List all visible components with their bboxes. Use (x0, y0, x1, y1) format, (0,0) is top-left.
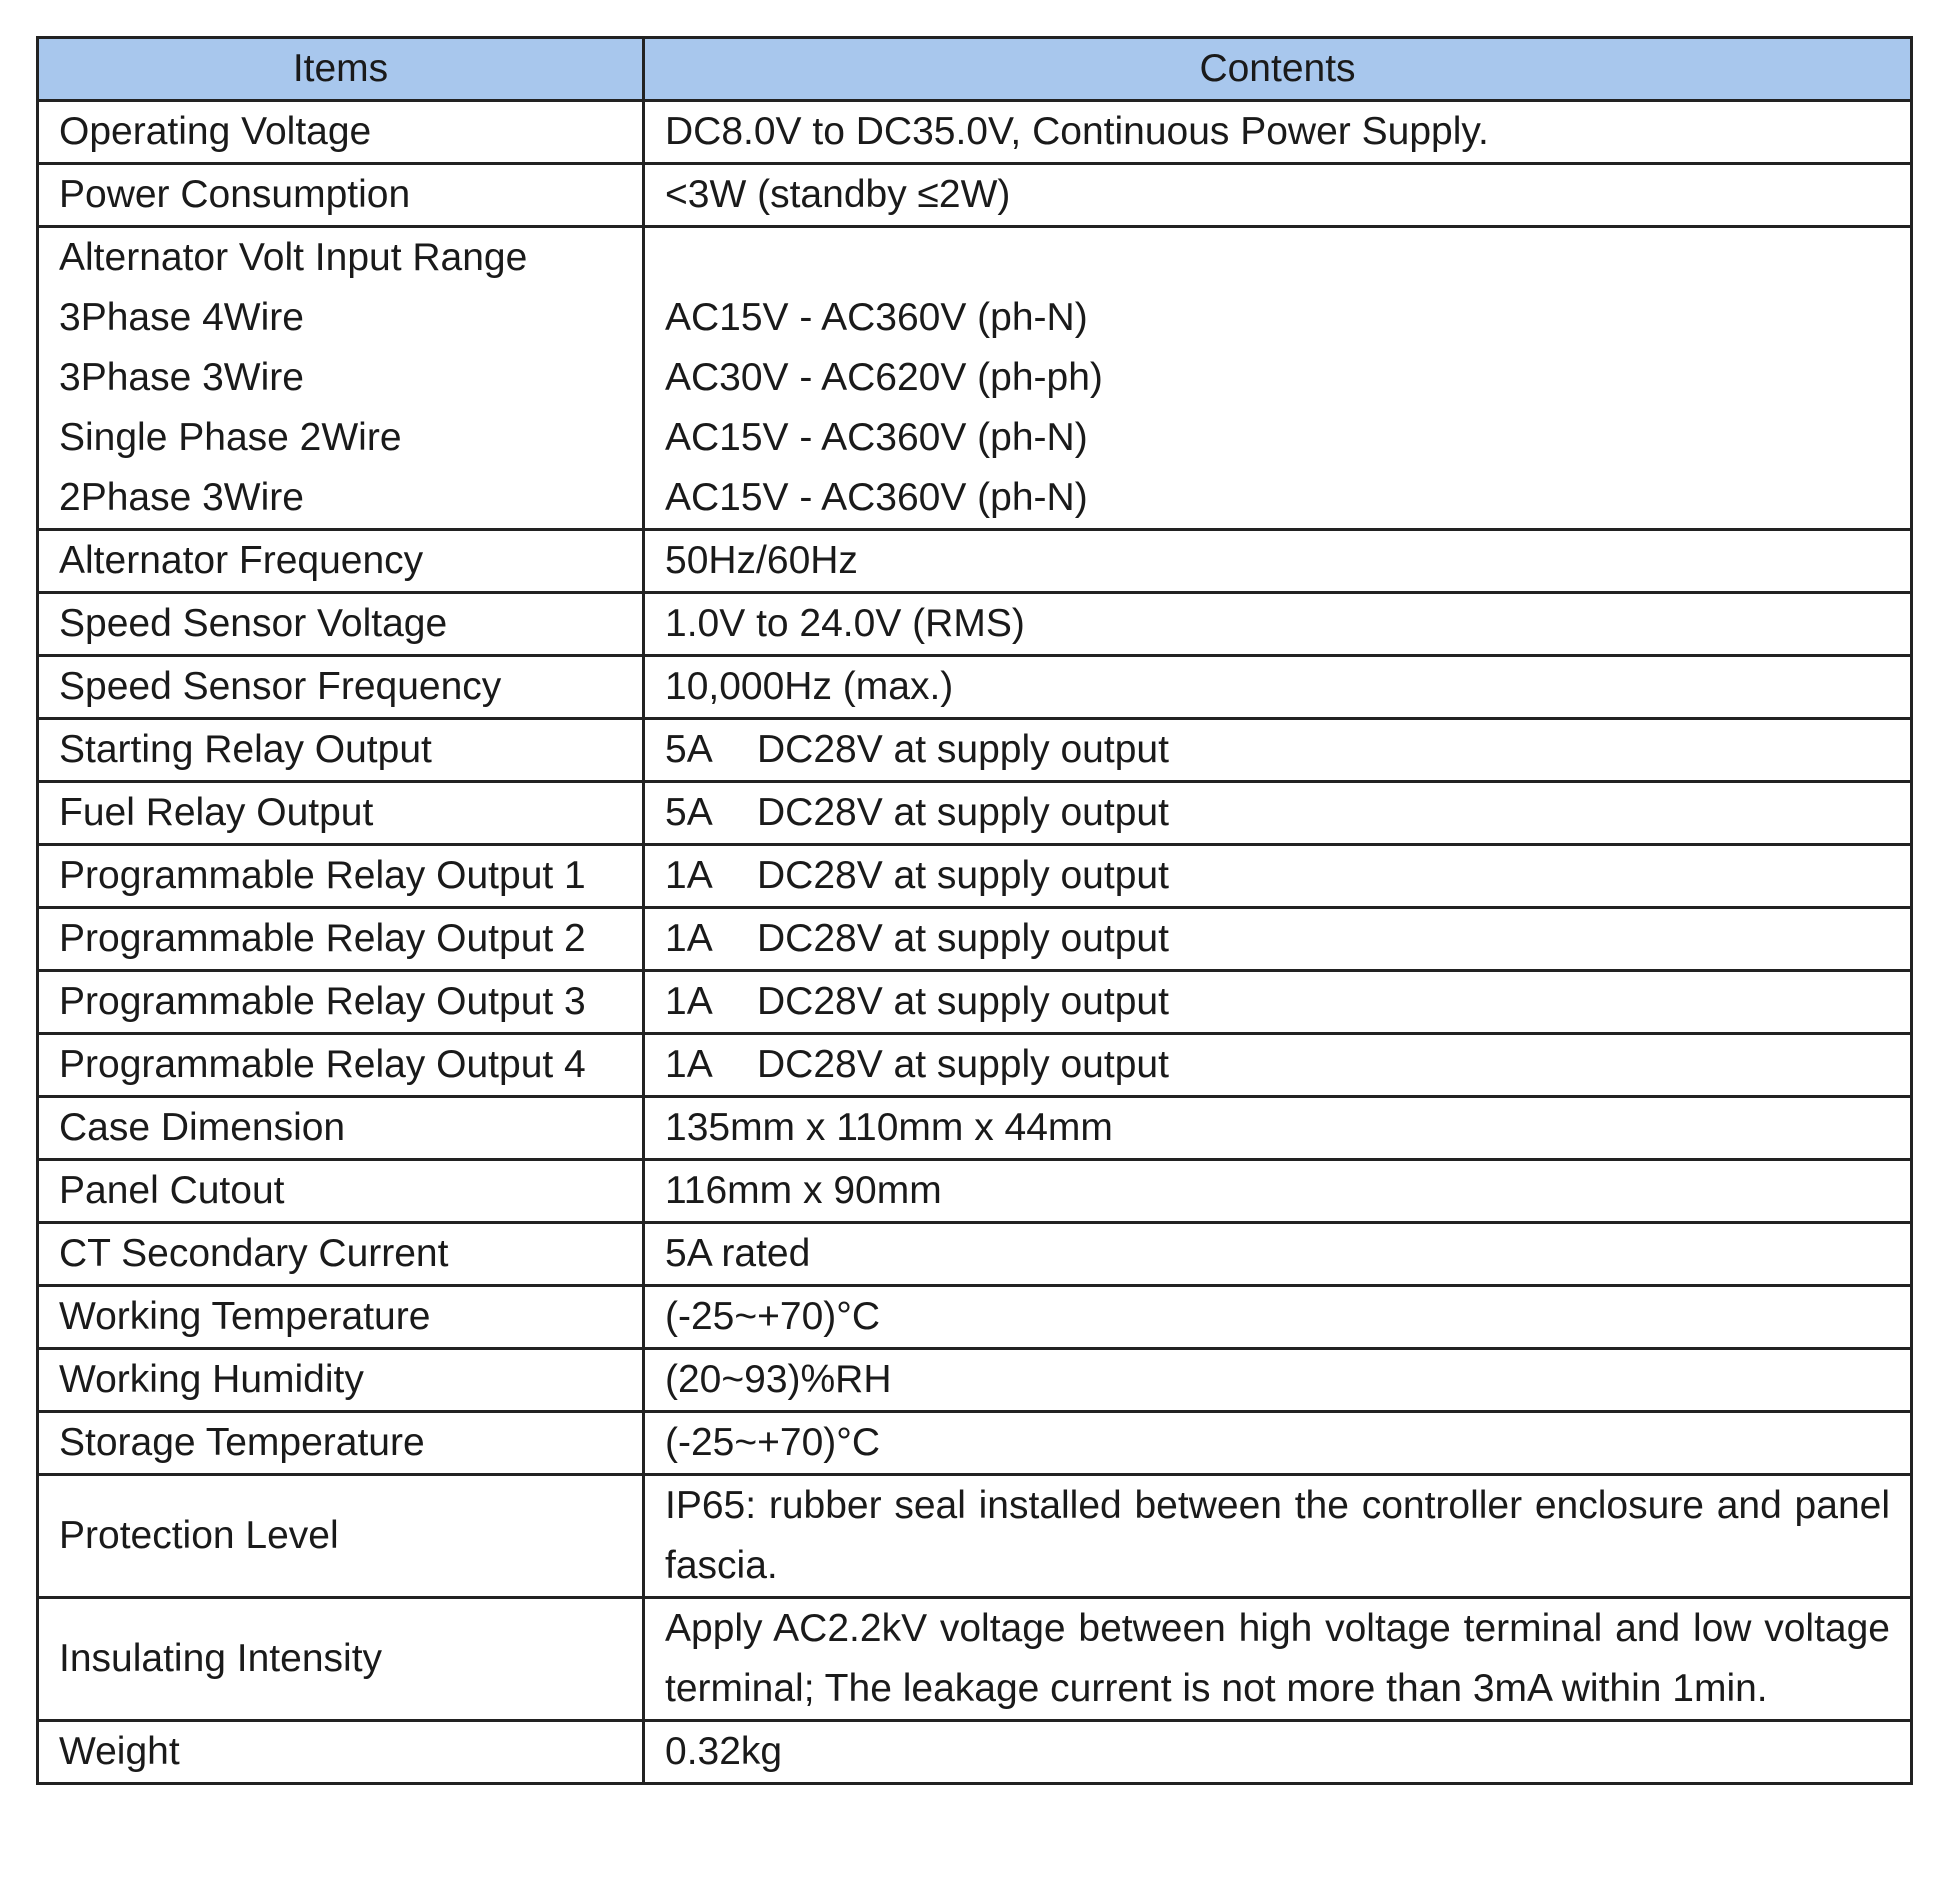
item-cell: Speed Sensor Frequency (38, 656, 644, 719)
item-cell: Starting Relay Output (38, 719, 644, 782)
content-cell: 1.0V to 24.0V (RMS) (644, 593, 1912, 656)
item-cell: Power Consumption (38, 164, 644, 227)
table-row (38, 719, 1912, 782)
table-row (38, 1160, 1912, 1223)
item-cell: Working Temperature (38, 1286, 644, 1349)
item-cell: Weight (38, 1721, 644, 1784)
content-subitem: AC15V - AC360V (ph-N) (665, 476, 1088, 519)
relay-spec: DC28V at supply output (757, 917, 1169, 960)
content-cell: Apply AC2.2kV voltage between high voltage terminal and low voltage terminal; The leakage current is not more than 3mA within 1min. (644, 1598, 1912, 1721)
table-row (38, 101, 1912, 164)
content-cell: DC8.0V to DC35.0V, Continuous Power Supply. (644, 101, 1912, 164)
table-row (38, 530, 1912, 593)
table-row (38, 1097, 1912, 1160)
relay-spec: DC28V at supply output (757, 854, 1169, 897)
content-cell (644, 845, 1912, 908)
item-cell: Panel Cutout (38, 1160, 644, 1223)
content-subitem: AC15V - AC360V (ph-N) (665, 296, 1088, 339)
content-cell (644, 719, 1912, 782)
table-row (38, 1349, 1912, 1412)
table-row (38, 656, 1912, 719)
content-cell (644, 227, 1912, 530)
table-row (38, 1286, 1912, 1349)
content-blank-line (665, 228, 1890, 288)
current-rating: 1A (665, 980, 713, 1023)
relay-spec: DC28V at supply output (757, 728, 1169, 771)
content-cell: (-25~+70)°C (644, 1412, 1912, 1475)
content-subitem: AC15V - AC360V (ph-N) (665, 416, 1088, 459)
item-cell: Working Humidity (38, 1349, 644, 1412)
item-cell: Protection Level (38, 1475, 644, 1598)
table-row (38, 1412, 1912, 1475)
item-cell: Storage Temperature (38, 1412, 644, 1475)
table-row (38, 908, 1912, 971)
table-row (38, 1034, 1912, 1097)
spec-table (36, 36, 1913, 1785)
item-group-title: Alternator Volt Input Range (59, 236, 528, 279)
item-subitem: Single Phase 2Wire (59, 416, 402, 459)
table-row (38, 1475, 1912, 1598)
item-subitem: 3Phase 3Wire (59, 356, 304, 399)
table-row (38, 782, 1912, 845)
current-rating: 1A (665, 917, 713, 960)
content-cell: 135mm x 110mm x 44mm (644, 1097, 1912, 1160)
item-cell: Alternator Frequency (38, 530, 644, 593)
content-cell (644, 971, 1912, 1034)
table-row (38, 227, 1912, 530)
content-subitem: AC30V - AC620V (ph-ph) (665, 356, 1103, 399)
header-items: Items (38, 38, 644, 101)
content-cell: (-25~+70)°C (644, 1286, 1912, 1349)
content-cell: 0.32kg (644, 1721, 1912, 1784)
item-subitem: 2Phase 3Wire (59, 476, 304, 519)
item-cell: Fuel Relay Output (38, 782, 644, 845)
content-cell (644, 782, 1912, 845)
item-subitem: 3Phase 4Wire (59, 296, 304, 339)
current-rating: 1A (665, 854, 713, 897)
table-row (38, 845, 1912, 908)
header-row (38, 38, 1912, 101)
item-cell: Insulating Intensity (38, 1598, 644, 1721)
relay-spec: DC28V at supply output (757, 980, 1169, 1023)
item-cell: Programmable Relay Output 2 (38, 908, 644, 971)
item-cell: Case Dimension (38, 1097, 644, 1160)
relay-spec: DC28V at supply output (757, 791, 1169, 834)
content-cell: (20~93)%RH (644, 1349, 1912, 1412)
current-rating: 5A (665, 791, 713, 834)
item-cell: CT Secondary Current (38, 1223, 644, 1286)
content-cell: 10,000Hz (max.) (644, 656, 1912, 719)
content-cell (644, 1034, 1912, 1097)
table-row (38, 1223, 1912, 1286)
header-contents: Contents (644, 38, 1912, 101)
table-row (38, 1721, 1912, 1784)
table-row (38, 593, 1912, 656)
content-cell: <3W (standby ≤2W) (644, 164, 1912, 227)
item-cell: Programmable Relay Output 1 (38, 845, 644, 908)
content-cell (644, 908, 1912, 971)
content-cell: IP65: rubber seal installed between the controller enclosure and panel fascia. (644, 1475, 1912, 1598)
item-cell: Programmable Relay Output 3 (38, 971, 644, 1034)
content-cell: 50Hz/60Hz (644, 530, 1912, 593)
table-row (38, 1598, 1912, 1721)
item-cell (38, 227, 644, 530)
current-rating: 1A (665, 1043, 713, 1086)
table-row (38, 971, 1912, 1034)
item-cell: Speed Sensor Voltage (38, 593, 644, 656)
current-rating: 5A (665, 728, 713, 771)
table-row (38, 164, 1912, 227)
relay-spec: DC28V at supply output (757, 1043, 1169, 1086)
content-cell: 5A rated (644, 1223, 1912, 1286)
item-cell: Operating Voltage (38, 101, 644, 164)
item-cell: Programmable Relay Output 4 (38, 1034, 644, 1097)
content-cell: 116mm x 90mm (644, 1160, 1912, 1223)
